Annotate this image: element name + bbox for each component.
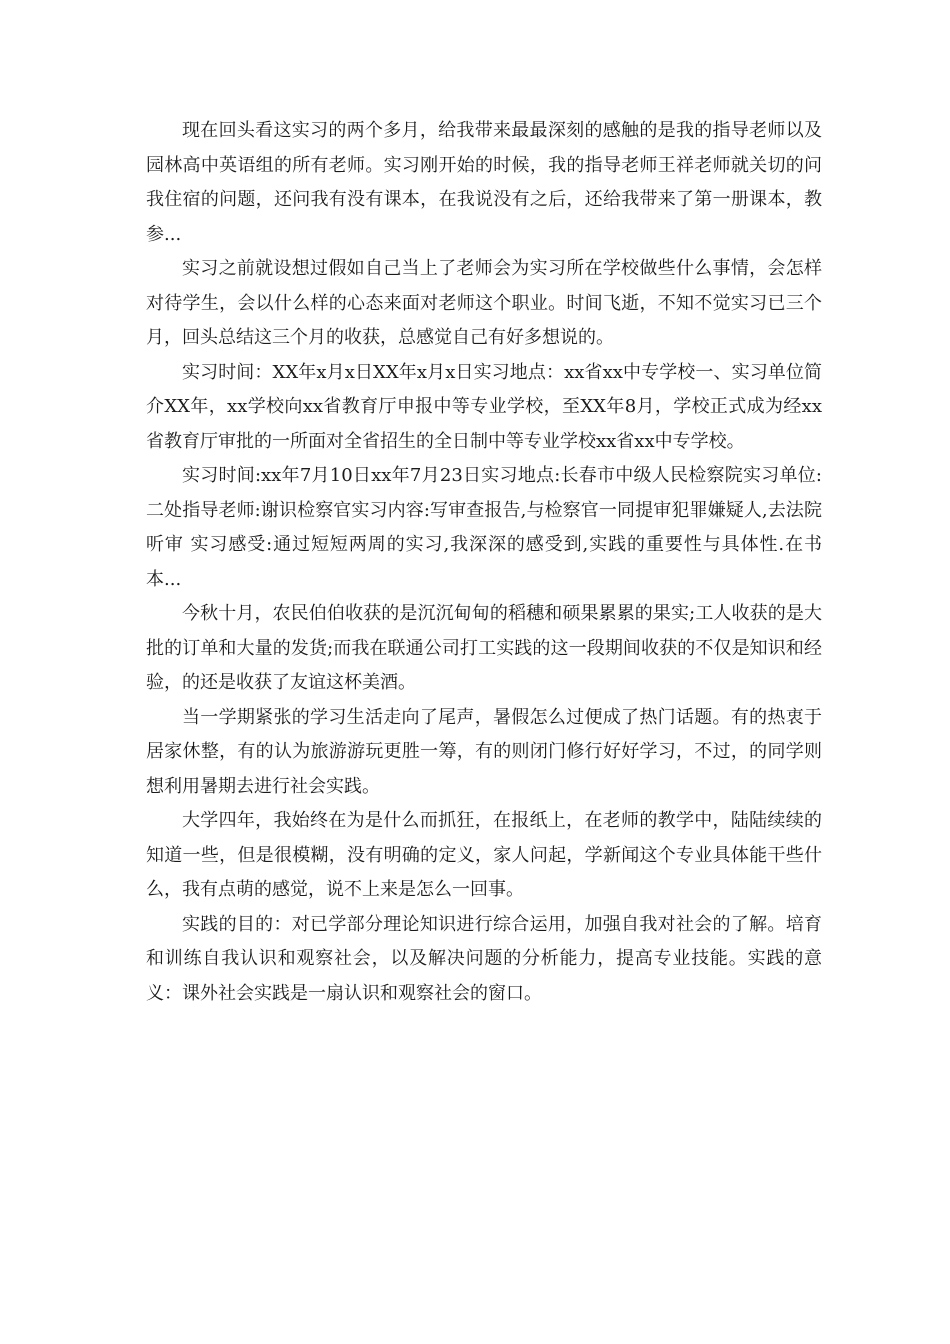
paragraph-internship-reflection: 现在回头看这实习的两个多月，给我带来最最深刻的感触的是我的指导老师以及园林高中英语组的所有老师。实习刚开始的时候，我的指导老师王祥老师就关切的问我住宿的问题，还问我有没有课本，在我说没有之后，还给我带来了第一册课本，教参... (146, 120, 822, 245)
paragraph-internship-school: 实习时间：XX年x月x日XX年x月x日实习地点：xx省xx中专学校一、实习单位简介XX年，xx学校向xx省教育厅申报中等专业学校，至XX年8月，学校正式成为经xx省教育厅审批的一所面对全省招生的全日制中等专业学校xx省xx中专学校。 (146, 361, 822, 452)
paragraph-autumn-harvest: 今秋十月，农民伯伯收获的是沉沉甸甸的稻穗和硕果累累的果实;工人收获的是大批的订单和大量的发货;而我在联通公司打工实践的这一段期间收获的不仅是知识和经验，的还是收获了友谊这杯美酒。 (146, 603, 822, 693)
document-body (146, 114, 822, 1011)
paragraph-procuratorate-internship: 实习时间:xx年7月10日xx年7月23日实习地点:长春市中级人民检察院实习单位:二处指导老师:谢识检察官实习内容:写审查报告,与检察官一同提审犯罪嫌疑人,去法院听审 实习感受:通过短短两周的实习,我深深的感受到,实践的重要性与具体性.在书本... (146, 465, 822, 590)
paragraph-practice-purpose: 实践的目的：对已学部分理论知识进行综合运用，加强自我对社会的了解。培育和训练自我认识和观察社会，以及解决问题的分析能力，提高专业技能。实践的意义：课外社会实践是一扇认识和观察社会的窗口。 (146, 913, 822, 1004)
paragraph-university-years: 大学四年，我始终在为是什么而抓狂，在报纸上，在老师的教学中，陆陆续续的知道一些，但是很模糊，没有明确的定义，家人问起，学新闻这个专业具体能干些什么，我有点萌的感觉，说不上来是怎么一回事。 (146, 810, 822, 900)
paragraph-teacher-expectation: 实习之前就设想过假如自己当上了老师会为实习所在学校做些什么事情，会怎样对待学生，会以什么样的心态来面对老师这个职业。时间飞逝，不知不觉实习已三个月，回头总结这三个月的收获，总感觉自己有好多想说的。 (146, 258, 822, 348)
paragraph-summer-vacation: 当一学期紧张的学习生活走向了尾声，暑假怎么过便成了热门话题。有的热衷于居家休整，有的认为旅游游玩更胜一筹，有的则闭门修行好好学习，不过，的同学则想利用暑期去进行社会实践。 (146, 706, 822, 797)
